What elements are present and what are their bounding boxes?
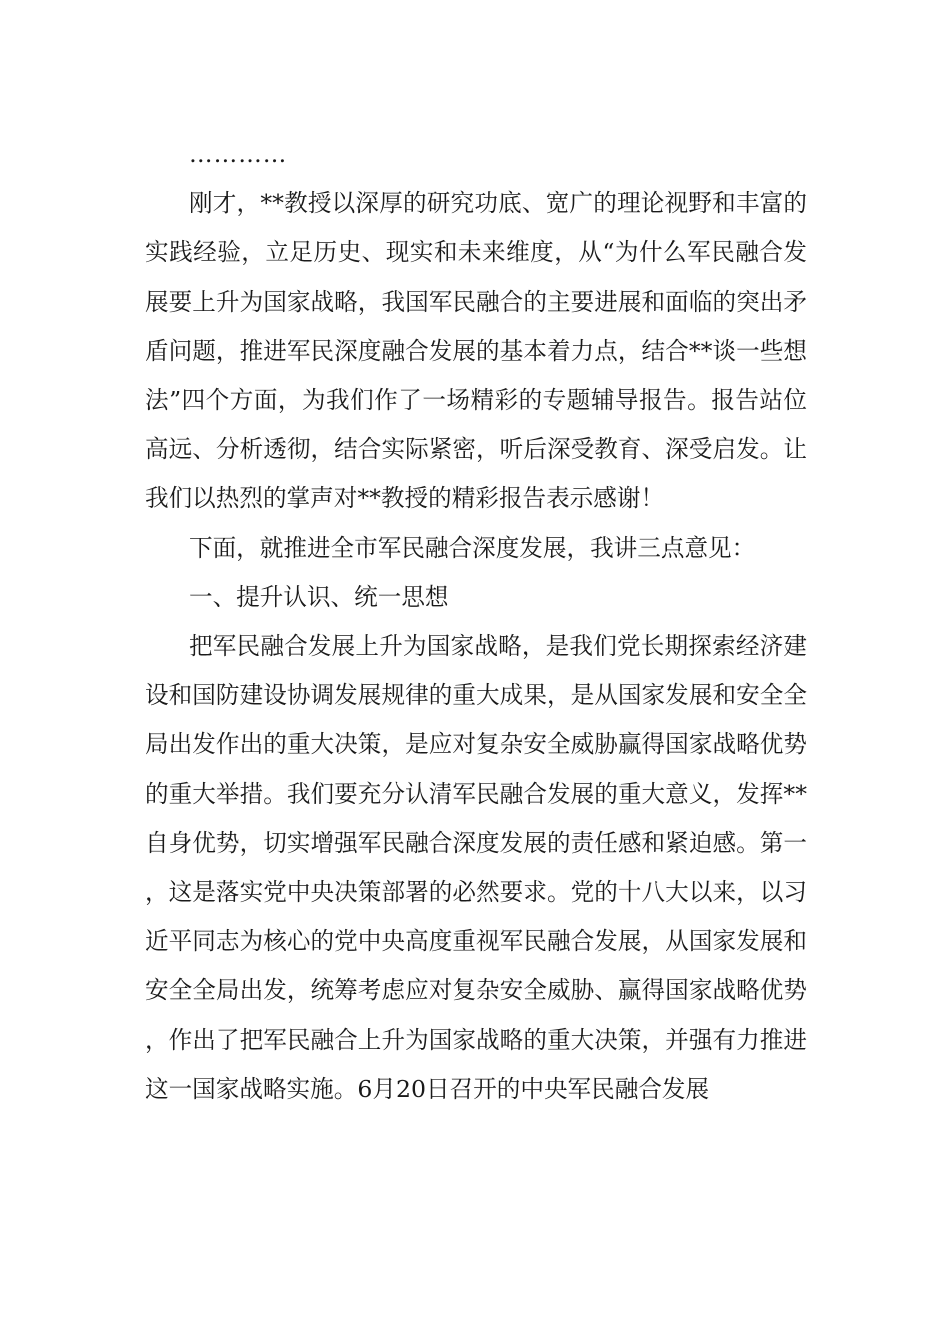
document-body (145, 130, 807, 1114)
paragraph-section-1-body: 把军民融合发展上升为国家战略，是我们党长期探索经济建设和国防建设协调发展规律的重大成果，是从国家发展和安全全局出发作出的重大决策，是应对复杂安全威胁赢得国家战略优势的重大举措。我们要充分认清军民融合发展的重大意义，发挥**自身优势，切实增强军民融合深度发展的责任感和紧迫感。第一，这是落实党中央决策部署的必然要求。党的十八大以来，以习近平同志为核心的党中央高度重视军民融合发展，从国家发展和安全全局出发，统筹考虑应对复杂安全威胁、赢得国家战略优势，作出了把军民融合上升为国家战略的重大决策，并强有力推进这一国家战略实施。6月20日召开的中央军民融合发展 (145, 632, 807, 1103)
section-heading-1: 一、提升认识、统一思想 (189, 582, 449, 611)
paragraph-intro-three-points: 下面，就推进全市军民融合深度发展，我讲三点意见： (189, 533, 756, 562)
ellipsis-line: ………… (189, 140, 288, 168)
paragraph-report-thanks: 刚才，**教授以深厚的研究功底、宽广的理论视野和丰富的实践经验，立足历史、现实和未来维度，从“为什么军民融合发展要上升为国家战略，我国军民融合的主要进展和面临的突出矛盾问题，推进军民深度融合发展的基本着力点，结合**谈一些想法”四个方面，为我们作了一场精彩的专题辅导报告。报告站位高远、分析透彻，结合实际紧密，听后深受教育、深受启发。让我们以热烈的掌声对**教授的精彩报告表示感谢！ (145, 189, 807, 513)
